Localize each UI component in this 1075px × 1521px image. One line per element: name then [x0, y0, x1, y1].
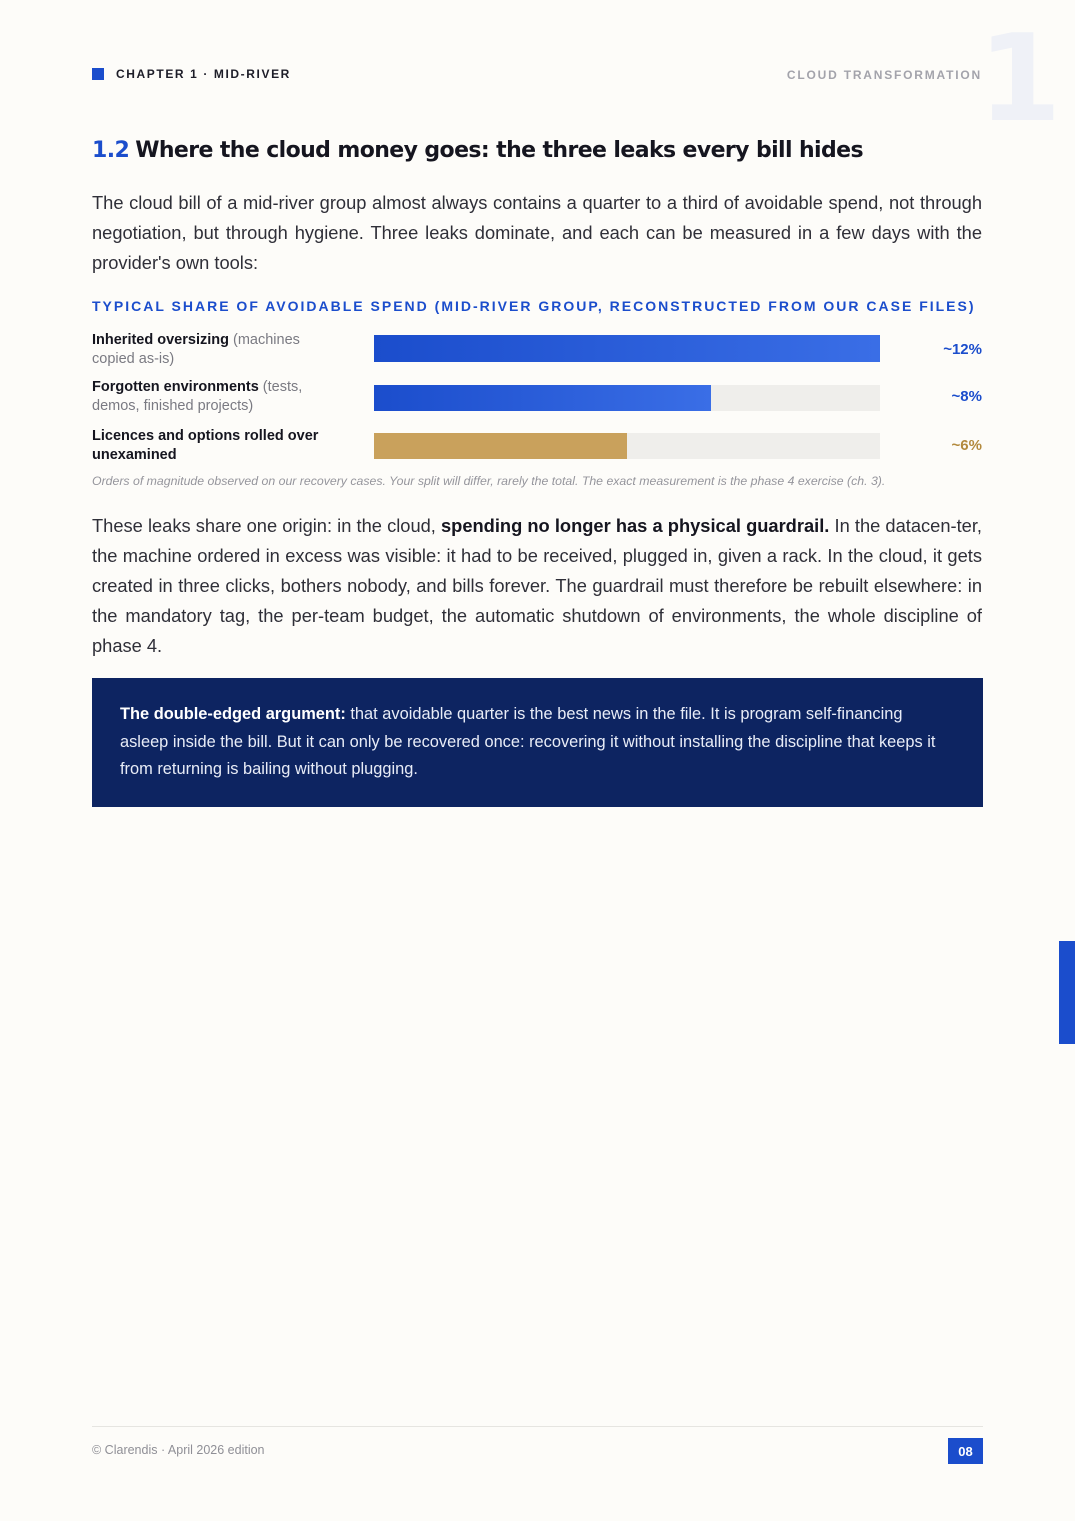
- footer-divider: [92, 1426, 983, 1427]
- chapter-marker-square: [92, 68, 104, 80]
- bar: [374, 385, 711, 411]
- bar-category-note: (tests, demos, finished projects): [92, 379, 303, 414]
- bar-row: [92, 427, 982, 467]
- bar-track: [374, 335, 880, 362]
- callout-lead: The double-edged argument:: [120, 705, 346, 723]
- body-text-bold: spending no longer has a physical guardrail.: [441, 515, 830, 536]
- chapter-label: CHAPTER 1 · MID-RIVER: [116, 67, 291, 81]
- body-paragraph: [92, 511, 982, 661]
- bar-track: [374, 385, 880, 411]
- bar-track: [374, 433, 880, 459]
- bar-category-label: [92, 331, 342, 369]
- bar-value-label: ~12%: [943, 341, 982, 358]
- section-title: Where the cloud money goes: the three leaks every bill hides: [135, 138, 863, 163]
- chapter-number-watermark: 1: [978, 10, 1062, 149]
- bar-row: [92, 378, 982, 418]
- bar-category-name: Inherited oversizing: [92, 332, 229, 348]
- body-text-before: These leaks share one origin: in the cloud,: [92, 515, 441, 536]
- section-heading: [92, 138, 992, 163]
- callout-box: [92, 678, 983, 807]
- chapter-side-tab: [1059, 941, 1075, 1044]
- footer-copyright: © Clarendis · April 2026 edition: [92, 1443, 265, 1457]
- running-header-section: CLOUD TRANSFORMATION: [786, 68, 982, 82]
- chart-caption: Orders of magnitude observed on our recovery cases. Your split will differ, rarely the total. The exact measurement is the phase 4 exercise (ch. 3).: [92, 474, 886, 488]
- chart-title: TYPICAL SHARE OF AVOIDABLE SPEND (MID-RIVER GROUP, RECONSTRUCTED FROM OUR CASE FILES): [92, 298, 976, 314]
- page-number: 08: [948, 1438, 983, 1464]
- bar-category-name: Licences and options rolled over unexamined: [92, 428, 319, 463]
- bar: [374, 433, 627, 459]
- bar-value-label: ~8%: [951, 388, 982, 405]
- intro-paragraph: The cloud bill of a mid-river group almost always contains a quarter to a third of avoidable spend, not through negotiation, but through hygiene. Three leaks dominate, and each can be measured in a few days with the provider's own tools:: [92, 192, 982, 273]
- bar-row: [92, 331, 982, 371]
- running-header-chapter: [92, 67, 291, 81]
- bar-category-label: [92, 427, 342, 465]
- bar-value-label: ~6%: [951, 437, 982, 454]
- bar: [374, 335, 880, 362]
- bar-category-name: Forgotten environments: [92, 379, 259, 395]
- bar-category-note: (machines copied as-is): [92, 332, 300, 367]
- body-text-after: In the datacen-ter, the machine ordered in excess was visible: it had to be received, plugged in, given a rack. In the cloud, it gets created in three clicks, bothers nobody, and bills forever. The guardrail must therefore be rebuilt elsewhere: in the mandatory tag, the per-team budget, the automatic shutdown of environments, the whole discipline of phase 4.: [92, 515, 982, 656]
- bar-category-label: [92, 378, 342, 416]
- callout-text: that avoidable quarter is the best news in the file. It is program self-financing asleep inside the bill. But it can only be recovered once: recovering it without installing the discipline that keeps it from returning is bailing without plugging.: [120, 705, 936, 778]
- section-number: 1.2: [92, 138, 130, 163]
